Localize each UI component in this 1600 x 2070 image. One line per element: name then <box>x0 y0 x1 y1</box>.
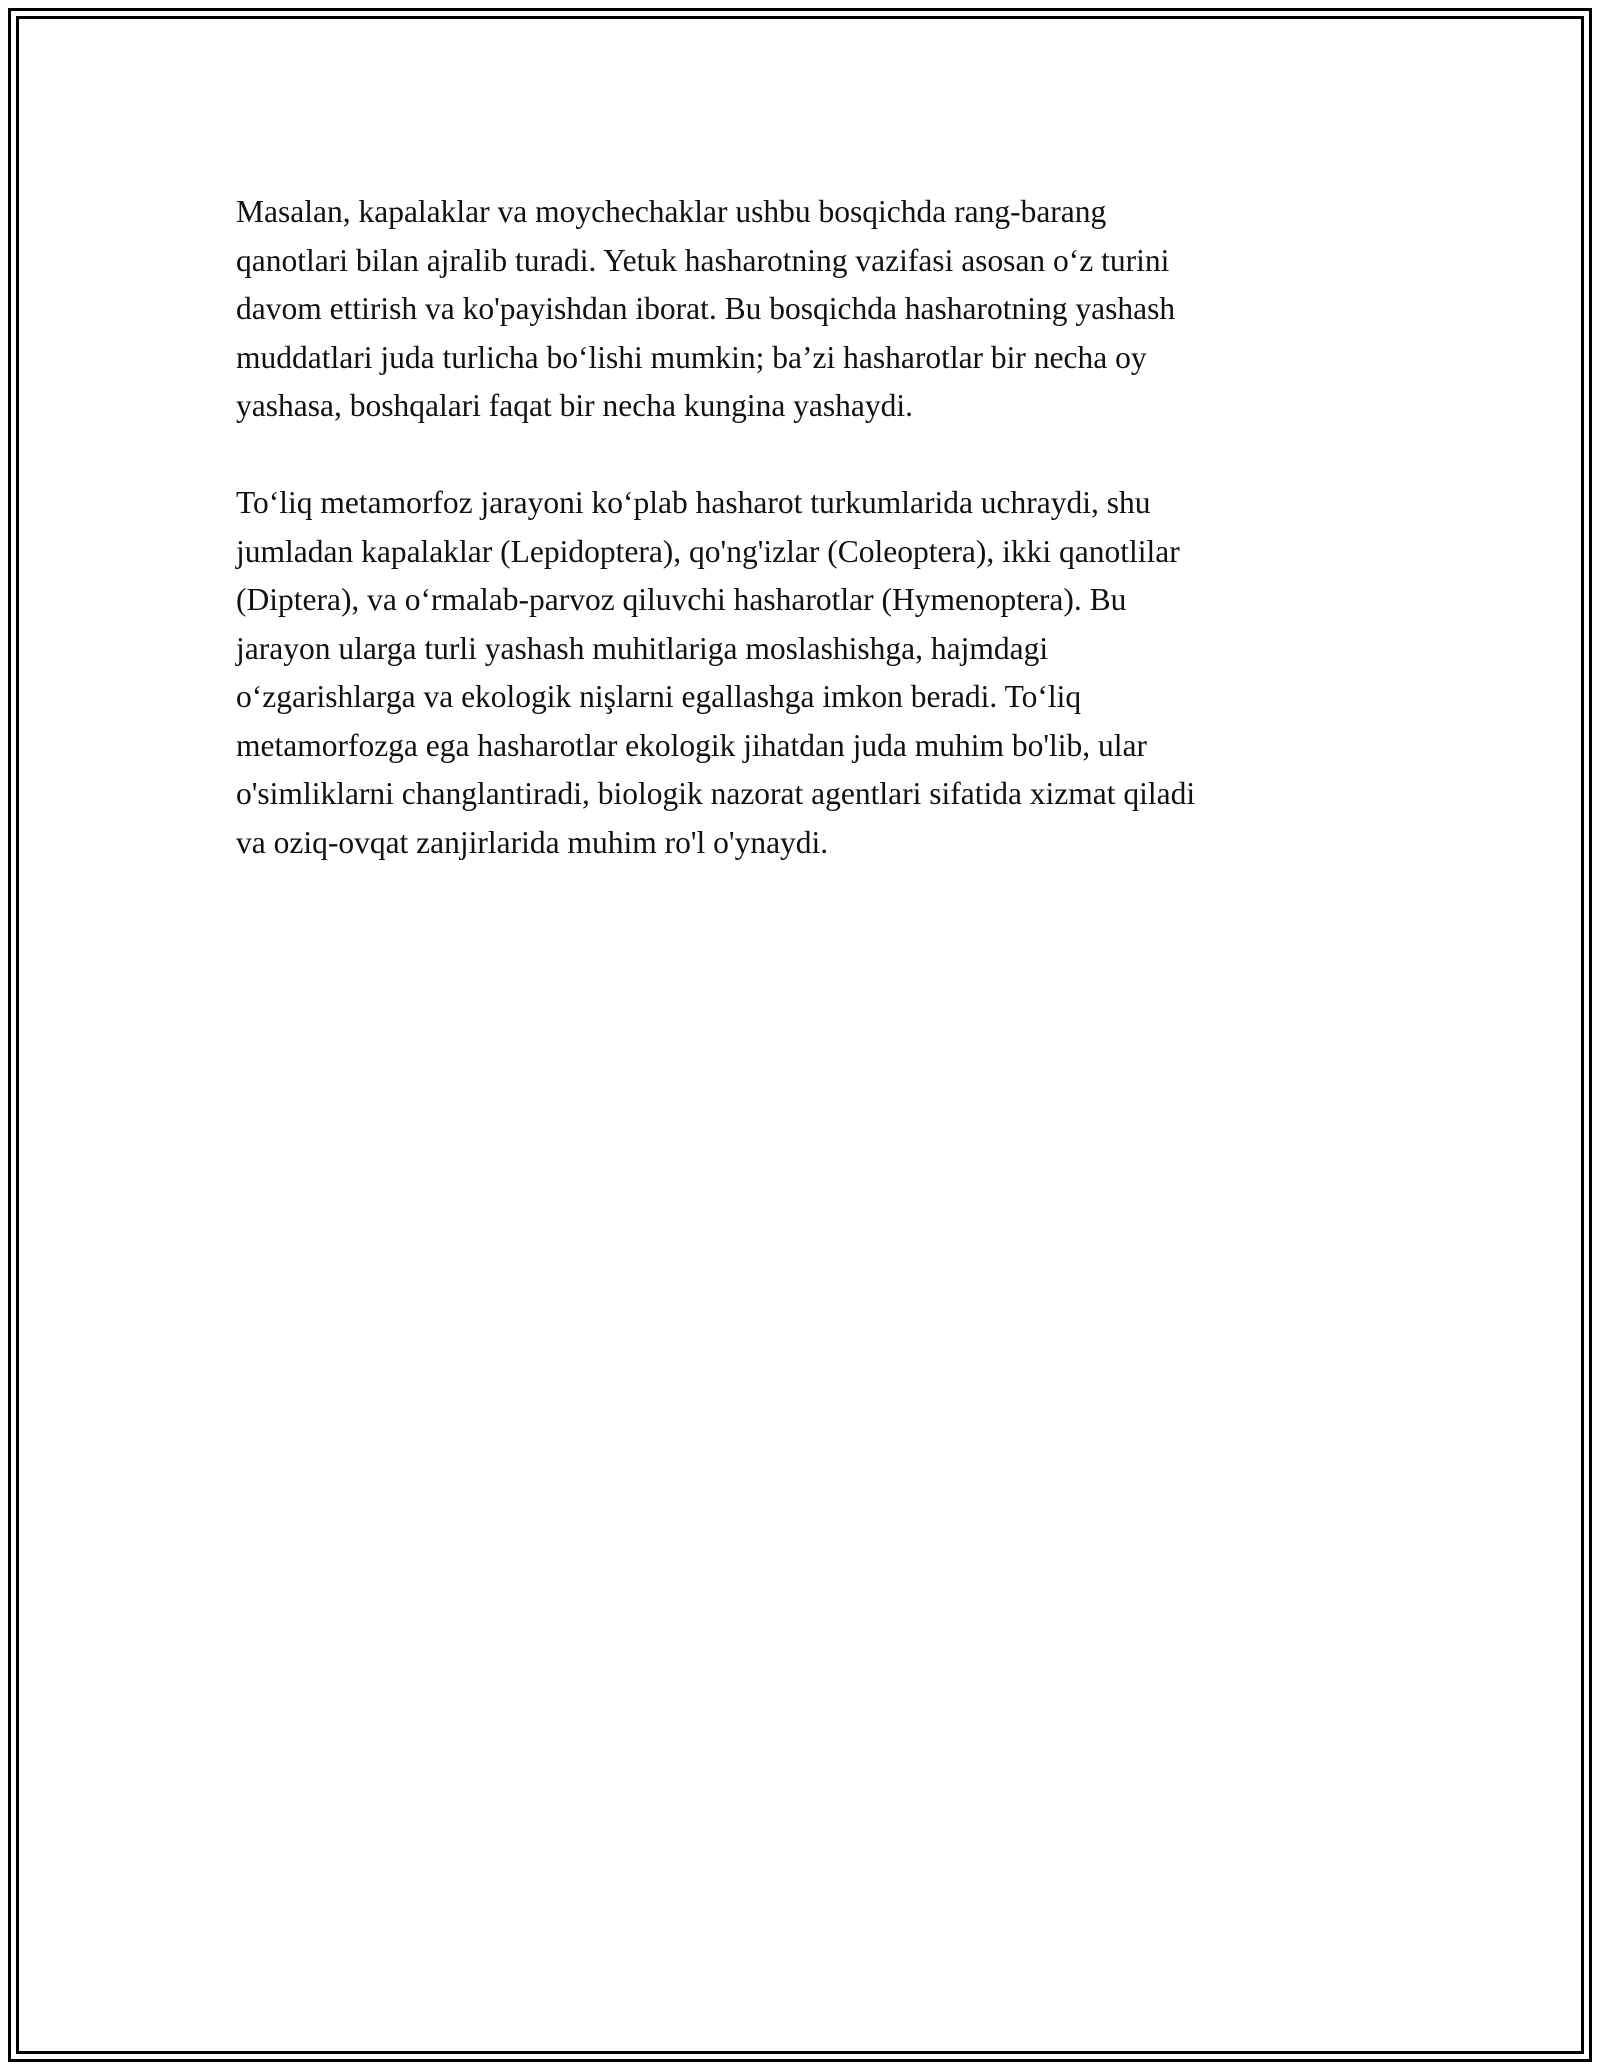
text-line: (Diptera), va o‘rmalab-parvoz qiluvchi hasharotlar (Hymenoptera). Bu <box>236 582 1127 617</box>
text-line: Masalan, kapalaklar va moychechaklar ushbu bosqichda rang-barang <box>236 194 1107 229</box>
document-body <box>236 188 1366 867</box>
text-line: muddatlari juda turlicha bo‘lishi mumkin; ba’zi hasharotlar bir necha oy <box>236 339 1147 375</box>
text-line: metamorfozga ega hasharotlar ekologik jihatdan juda muhim bo'lib, ular <box>236 727 1148 763</box>
text-line: o‘zgarishlarga va ekologik nişlarni egallashga imkon beradi. To‘liq <box>236 679 1082 714</box>
text-line: yashasa, boshqalari faqat bir necha kungina yashaydi. <box>236 388 914 423</box>
paragraph-complete-metamorphosis <box>236 479 1366 867</box>
text-line: va oziq-ovqat zanjirlarida muhim ro'l o'ynaydi. <box>236 824 829 860</box>
text-line: davom ettirish va ko'payishdan iborat. Bu bosqichda hasharotning yashash <box>236 291 1176 326</box>
text-line: jarayon ularga turli yashash muhitlariga moslashishga, hajmdagi <box>236 630 1049 666</box>
text-line: To‘liq metamorfoz jarayoni ko‘plab hasharot turkumlarida uchraydi, shu <box>236 485 1151 520</box>
paragraph-adult-stage <box>236 188 1366 431</box>
text-line: qanotlari bilan ajralib turadi. Yetuk hasharotning vazifasi asosan o‘z turini <box>236 242 1170 278</box>
text-line: o'simliklarni changlantiradi, biologik nazorat agentlari sifatida xizmat qiladi <box>236 776 1196 811</box>
text-line: jumladan kapalaklar (Lepidoptera), qo'ng'izlar (Coleoptera), ikki qanotlilar <box>236 533 1180 569</box>
